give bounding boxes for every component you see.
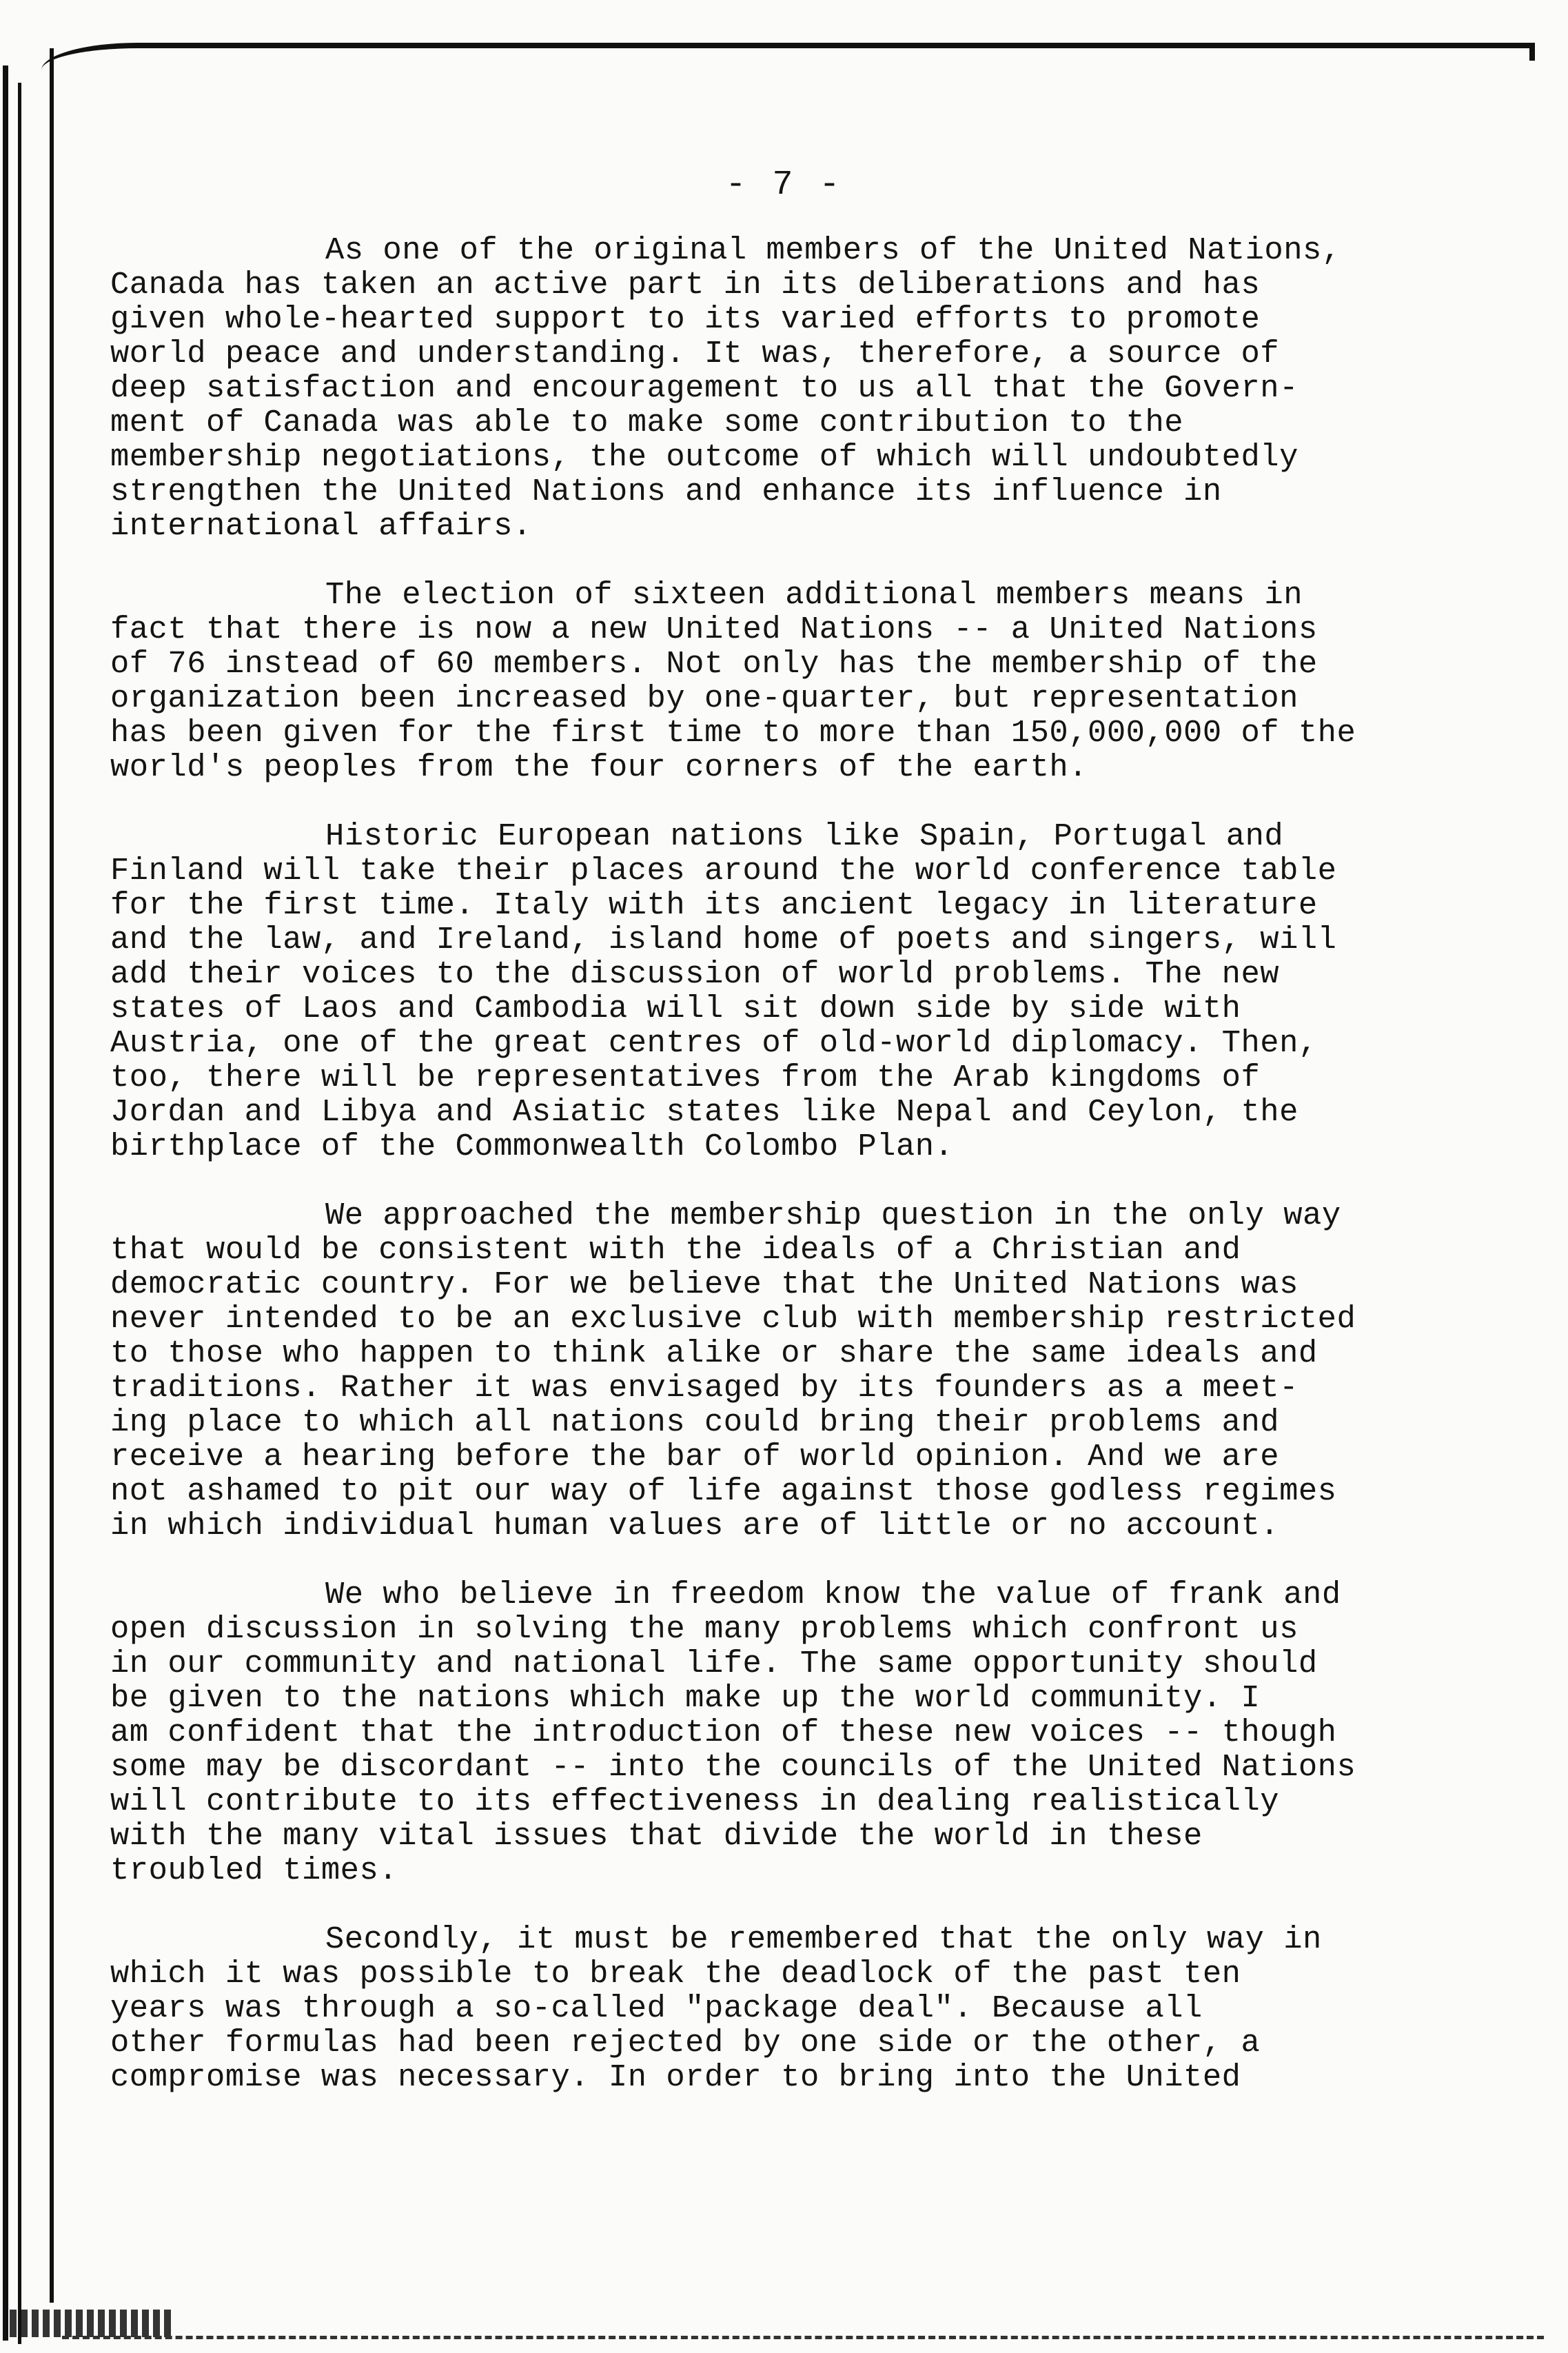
paragraph-line: Canada has taken an active part in its deliberations and has (110, 267, 1261, 303)
paragraph-line: traditions. Rather it was envisaged by its founders as a meet- (110, 1370, 1299, 1406)
paragraph-line: compromise was necessary. In order to bring into the United (110, 2059, 1241, 2095)
paragraph (110, 233, 1461, 543)
paragraph-line: organization been increased by one-quarter, but representation (110, 680, 1299, 716)
paragraph-line: and the law, and Ireland, island home of poets and singers, will (110, 922, 1337, 958)
paragraph-line: years was through a so-called "package deal". Because all (110, 1990, 1203, 2026)
paragraph (110, 1922, 1461, 2094)
binder-edge-line (3, 65, 8, 2341)
paragraph-line: open discussion in solving the many problems which confront us (110, 1611, 1299, 1647)
paragraph-line: Jordan and Libya and Asiatic states like Nepal and Ceylon, the (110, 1094, 1299, 1130)
paragraph-first-line: Secondly, it must be remembered that the only way in (325, 1921, 1322, 1957)
paragraph-line: world peace and understanding. It was, therefore, a source of (110, 336, 1280, 372)
paragraph-line: which it was possible to break the deadlock of the past ten (110, 1956, 1241, 1992)
paragraph (110, 578, 1461, 785)
paragraph-line: will contribute to its effectiveness in dealing realistically (110, 1784, 1280, 1819)
top-border-rule (41, 43, 1530, 76)
paragraph-first-line: We approached the membership question in the only way (325, 1198, 1341, 1233)
paragraph-line: receive a hearing before the bar of world opinion. And we are (110, 1439, 1280, 1475)
paragraph (110, 819, 1461, 1164)
paragraph-line: with the many vital issues that divide the world in these (110, 1818, 1203, 1854)
paragraph-line: Finland will take their places around the world conference table (110, 853, 1337, 889)
paragraph-line: troubled times. (110, 1852, 398, 1888)
paragraph-line: ing place to which all nations could bring their problems and (110, 1404, 1280, 1440)
paragraph-line: Austria, one of the great centres of old-world diplomacy. Then, (110, 1025, 1318, 1061)
margin-rule (50, 48, 54, 2303)
paragraph-line: has been given for the first time to more than 150,000,000 of the (110, 715, 1356, 751)
paragraph-line: fact that there is now a new United Nations -- a United Nations (110, 612, 1318, 647)
paragraph-line: for the first time. Italy with its ancient legacy in literature (110, 887, 1318, 923)
paragraph-line: never intended to be an exclusive club with membership restricted (110, 1301, 1356, 1337)
paragraph-line: of 76 instead of 60 members. Not only has the membership of the (110, 646, 1318, 682)
paragraph-line: international affairs. (110, 508, 532, 544)
paragraph-line: that would be consistent with the ideals of a Christian and (110, 1232, 1241, 1268)
paragraph-line: in which individual human values are of little or no account. (110, 1508, 1280, 1544)
paragraph-line: add their voices to the discussion of world problems. The new (110, 956, 1280, 992)
corner-mark (1529, 43, 1535, 61)
paragraph-line: states of Laos and Cambodia will sit down side by side with (110, 991, 1241, 1027)
bottom-border-rule (62, 2336, 1544, 2339)
paragraph-line: world's peoples from the four corners of the earth. (110, 749, 1088, 785)
paragraph-first-line: We who believe in freedom know the value of frank and (325, 1577, 1341, 1613)
paragraph-line: am confident that the introduction of these new voices -- though (110, 1715, 1337, 1750)
paragraph-line: ment of Canada was able to make some contribution to the (110, 405, 1184, 441)
paragraph-line: too, there will be representatives from the Arab kingdoms of (110, 1060, 1261, 1095)
paragraph-line: democratic country. For we believe that the United Nations was (110, 1266, 1299, 1302)
paragraph (110, 1577, 1461, 1888)
paragraph-line: strengthen the United Nations and enhance its influence in (110, 474, 1222, 509)
paragraph-first-line: Historic European nations like Spain, Portugal and (325, 818, 1284, 854)
paragraph-line: to those who happen to think alike or share the same ideals and (110, 1335, 1318, 1371)
binder-edge-line (18, 83, 21, 2344)
page-number: - 7 - (725, 165, 843, 205)
body-text (110, 233, 1461, 2129)
paragraph-line: not ashamed to pit our way of life against those godless regimes (110, 1473, 1337, 1509)
paragraph-line: given whole-hearted support to its varied efforts to promote (110, 301, 1261, 337)
paragraph-line: other formulas had been rejected by one side or the other, a (110, 2025, 1261, 2061)
paragraph (110, 1198, 1461, 1543)
paragraph-line: be given to the nations which make up the world community. I (110, 1680, 1261, 1716)
paragraph-line: some may be discordant -- into the councils of the United Nations (110, 1749, 1356, 1785)
paragraph-line: deep satisfaction and encouragement to us all that the Govern- (110, 370, 1299, 406)
paragraph-line: membership negotiations, the outcome of which will undoubtedly (110, 439, 1299, 475)
paragraph-first-line: The election of sixteen additional members means in (325, 577, 1303, 613)
scan-artifact (10, 2310, 175, 2337)
paragraph-first-line: As one of the original members of the United Nations, (325, 232, 1341, 268)
paragraph-line: in our community and national life. The same opportunity should (110, 1646, 1318, 1682)
paragraph-line: birthplace of the Commonwealth Colombo Plan. (110, 1129, 954, 1164)
